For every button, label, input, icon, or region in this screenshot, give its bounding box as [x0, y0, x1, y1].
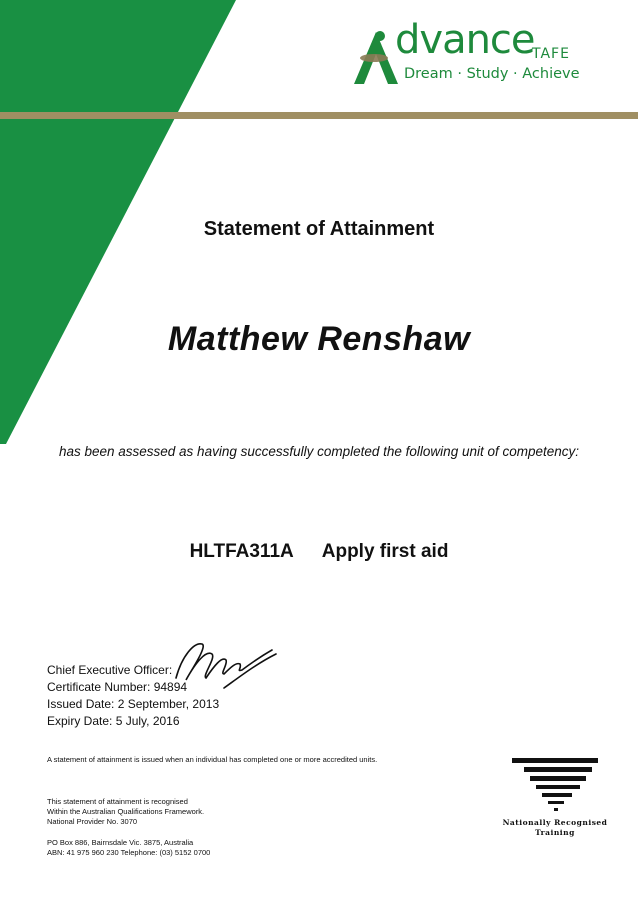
fine-print: A statement of attainment is issued when an individual has completed one or more accredited units.: [47, 755, 378, 764]
document-title: Statement of Attainment: [203, 218, 435, 240]
recognition-line: This statement of attainment is recognised: [47, 797, 188, 806]
advance-a-mark-icon: [352, 28, 400, 86]
ceo-label: Chief Executive Officer:: [47, 663, 173, 677]
recognition-line: Within the Australian Qualifications Framework.: [47, 807, 205, 816]
ceo-signature: [172, 636, 282, 691]
nrt-title: Nationally Recognised: [502, 818, 608, 827]
unit-of-competency: [0, 541, 638, 563]
logo-tagline: Dream · Study · Achieve: [404, 66, 580, 82]
provider-number: National Provider No. 3070: [47, 817, 138, 826]
logo-tafe-suffix: TAFE: [532, 46, 570, 62]
unit-name: Apply first aid: [321, 541, 449, 562]
issued-date: Issued Date: 2 September, 2013: [47, 697, 220, 711]
abn-telephone: ABN: 41 975 960 230 Telephone: (03) 5152 0700: [47, 848, 211, 857]
header-rule: [0, 112, 638, 119]
postal-address: PO Box 886, Bairnsdale Vic. 3875, Australia: [47, 838, 194, 847]
completion-statement: has been assessed as having successfully completed the following unit of competency:: [58, 444, 580, 459]
expiry-date: Expiry Date: 5 July, 2016: [47, 714, 180, 728]
nrt-logo-icon: [510, 756, 602, 814]
certificate-number: Certificate Number: 94894: [47, 680, 188, 694]
logo-wordmark: dvance: [395, 17, 535, 63]
unit-code: HLTFA311A: [189, 541, 294, 562]
advance-tafe-logo: [352, 17, 592, 88]
nrt-subtitle: Training: [535, 828, 575, 837]
recipient-name: Matthew Renshaw: [167, 320, 471, 358]
